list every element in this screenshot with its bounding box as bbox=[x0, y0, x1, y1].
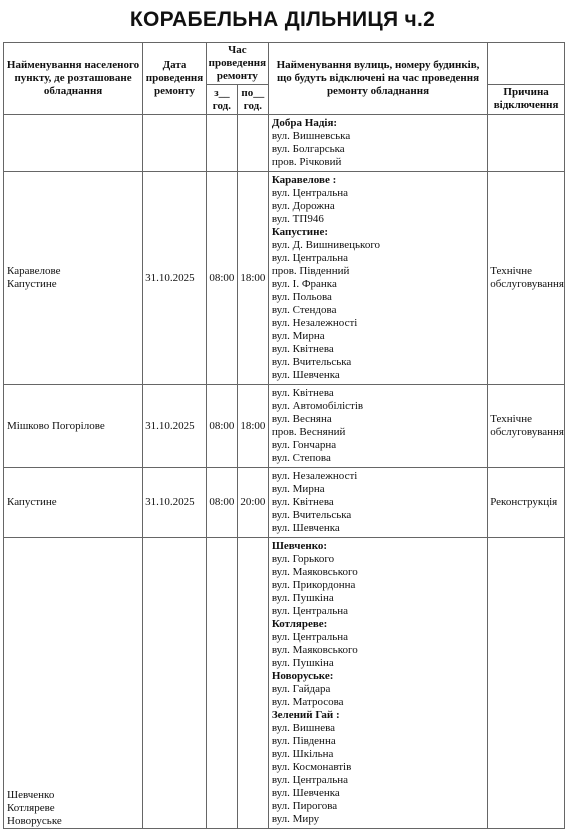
location-cell bbox=[4, 538, 143, 829]
street-name: вул. І. Франка bbox=[271, 278, 337, 290]
reason-cell bbox=[488, 115, 565, 172]
location-cell bbox=[4, 385, 143, 468]
table-row bbox=[4, 468, 565, 538]
street-name: вул. Мирна bbox=[271, 330, 325, 342]
street-name: вул. Вчительська bbox=[271, 509, 352, 521]
street-name: вул. Маяковського bbox=[271, 644, 358, 656]
table-row bbox=[4, 538, 565, 829]
time-from-cell bbox=[206, 538, 237, 829]
time-from-cell: 08:00 bbox=[206, 468, 237, 538]
street-name: вул. Мирна bbox=[271, 483, 325, 495]
date-cell bbox=[143, 115, 207, 172]
header-time-to: по__ год. bbox=[237, 85, 268, 115]
outage-schedule-table bbox=[3, 42, 565, 829]
location-name: Мішково Погорілове bbox=[7, 419, 105, 432]
street-name: вул. Горького bbox=[271, 553, 335, 565]
location-name: Новоруське bbox=[7, 815, 62, 827]
street-name: вул. Квітнева bbox=[271, 387, 334, 399]
streets-cell bbox=[268, 468, 487, 538]
location-cell bbox=[4, 115, 143, 172]
street-name: пров. Річковий bbox=[271, 156, 342, 168]
street-name: вул. Весняна bbox=[271, 413, 332, 425]
settlement-heading: Котляреве: bbox=[271, 618, 328, 630]
location-name: Шевченко bbox=[7, 789, 55, 801]
time-from-cell: 08:00 bbox=[206, 385, 237, 468]
header-location: Найменування населеного пункту, де розташоване обладнання bbox=[4, 43, 143, 115]
date-cell: 31.10.2025 bbox=[143, 172, 207, 385]
time-to-cell: 20:00 bbox=[237, 468, 268, 538]
street-name: вул. Маяковського bbox=[271, 566, 358, 578]
header-date: Дата проведення ремонту bbox=[143, 43, 207, 115]
street-name: вул. Пушкіна bbox=[271, 657, 334, 669]
street-name: вул. Вишнева bbox=[271, 722, 336, 734]
location-name: Каравелове bbox=[7, 265, 61, 277]
time-to-cell: 18:00 bbox=[237, 385, 268, 468]
location-cell bbox=[4, 468, 143, 538]
street-name: вул. Гончарна bbox=[271, 439, 337, 451]
street-name: вул. Вишневська bbox=[271, 130, 351, 142]
street-name: вул. Польова bbox=[271, 291, 332, 303]
reason-cell bbox=[488, 538, 565, 829]
reason-cell: Реконструкція bbox=[488, 468, 565, 538]
reason-cell: Технічне обслуговування bbox=[488, 172, 565, 385]
street-name: вул. Д. Вишнивецького bbox=[271, 239, 381, 251]
street-name: вул. Шкільна bbox=[271, 748, 334, 760]
header-reason: Причина відключення bbox=[488, 85, 565, 115]
header-streets: Найменування вулиць, номеру будинків, що будуть відключені на час проведення ремонту обладнання bbox=[268, 43, 487, 115]
street-name: вул. Вчительська bbox=[271, 356, 352, 368]
street-name: пров. Південний bbox=[271, 265, 350, 277]
street-name: вул. Степова bbox=[271, 452, 331, 464]
street-name: вул. Південна bbox=[271, 735, 336, 747]
time-to-cell bbox=[237, 115, 268, 172]
time-from-cell bbox=[206, 115, 237, 172]
header-time-from: з__ год. bbox=[206, 85, 237, 115]
date-cell bbox=[143, 538, 207, 829]
street-name: вул. Шевченка bbox=[271, 522, 340, 534]
street-name: вул. ТП946 bbox=[271, 213, 324, 225]
street-name: вул. Незалежності bbox=[271, 317, 358, 329]
street-name: вул. Незалежності bbox=[271, 470, 358, 482]
settlement-heading: Каравелове : bbox=[271, 174, 337, 186]
date-cell: 31.10.2025 bbox=[143, 385, 207, 468]
street-name: вул. Автомобілістів bbox=[271, 400, 364, 412]
location-cell bbox=[4, 172, 143, 385]
table-row bbox=[4, 172, 565, 385]
location-name: Котляреве bbox=[7, 802, 55, 814]
street-name: вул. Центральна bbox=[271, 774, 349, 786]
street-name: вул. Матросова bbox=[271, 696, 344, 708]
reason-cell: Технічне обслуговування bbox=[488, 385, 565, 468]
time-from-cell: 08:00 bbox=[206, 172, 237, 385]
street-name: вул. Квітнева bbox=[271, 496, 334, 508]
streets-cell bbox=[268, 172, 487, 385]
street-name: вул. Дорожна bbox=[271, 200, 335, 212]
header-time: Час проведення ремонту bbox=[206, 43, 268, 85]
location-name: Капустине bbox=[7, 278, 57, 290]
time-to-cell: 18:00 bbox=[237, 172, 268, 385]
settlement-heading: Зелений Гай : bbox=[271, 709, 340, 721]
settlement-heading: Добра Надія: bbox=[271, 117, 338, 129]
street-name: вул. Шевченка bbox=[271, 787, 340, 799]
street-name: вул. Прикордонна bbox=[271, 579, 356, 591]
street-name: вул. Центральна bbox=[271, 187, 349, 199]
street-name: вул. Квітнева bbox=[271, 343, 334, 355]
time-to-cell bbox=[237, 538, 268, 829]
header-blank bbox=[488, 43, 565, 85]
street-name: вул. Космонавтів bbox=[271, 761, 352, 773]
street-name: вул. Пушкіна bbox=[271, 592, 334, 604]
page-title: КОРАБЕЛЬНА ДІЛЬНИЦЯ ч.2 bbox=[129, 8, 436, 31]
table-row bbox=[4, 385, 565, 468]
settlement-heading: Шевченко: bbox=[271, 540, 328, 552]
settlement-heading: Капустине: bbox=[271, 226, 329, 238]
street-name: вул. Гайдара bbox=[271, 683, 331, 695]
street-name: вул. Центральна bbox=[271, 605, 349, 617]
streets-cell bbox=[268, 115, 487, 172]
street-name: вул. Шевченка bbox=[271, 369, 340, 381]
street-name: вул. Болгарська bbox=[271, 143, 345, 155]
street-name: вул. Пирогова bbox=[271, 800, 338, 812]
street-name: вул. Центральна bbox=[271, 631, 349, 643]
table-row bbox=[4, 115, 565, 172]
street-name: вул. Миру bbox=[271, 813, 320, 825]
streets-cell bbox=[268, 385, 487, 468]
settlement-heading: Новоруське: bbox=[271, 670, 334, 682]
streets-cell bbox=[268, 538, 487, 829]
street-name: вул. Стендова bbox=[271, 304, 337, 316]
date-cell: 31.10.2025 bbox=[143, 468, 207, 538]
street-name: вул. Центральна bbox=[271, 252, 349, 264]
location-name: Капустине bbox=[7, 496, 57, 508]
street-name: пров. Весняний bbox=[271, 426, 346, 438]
